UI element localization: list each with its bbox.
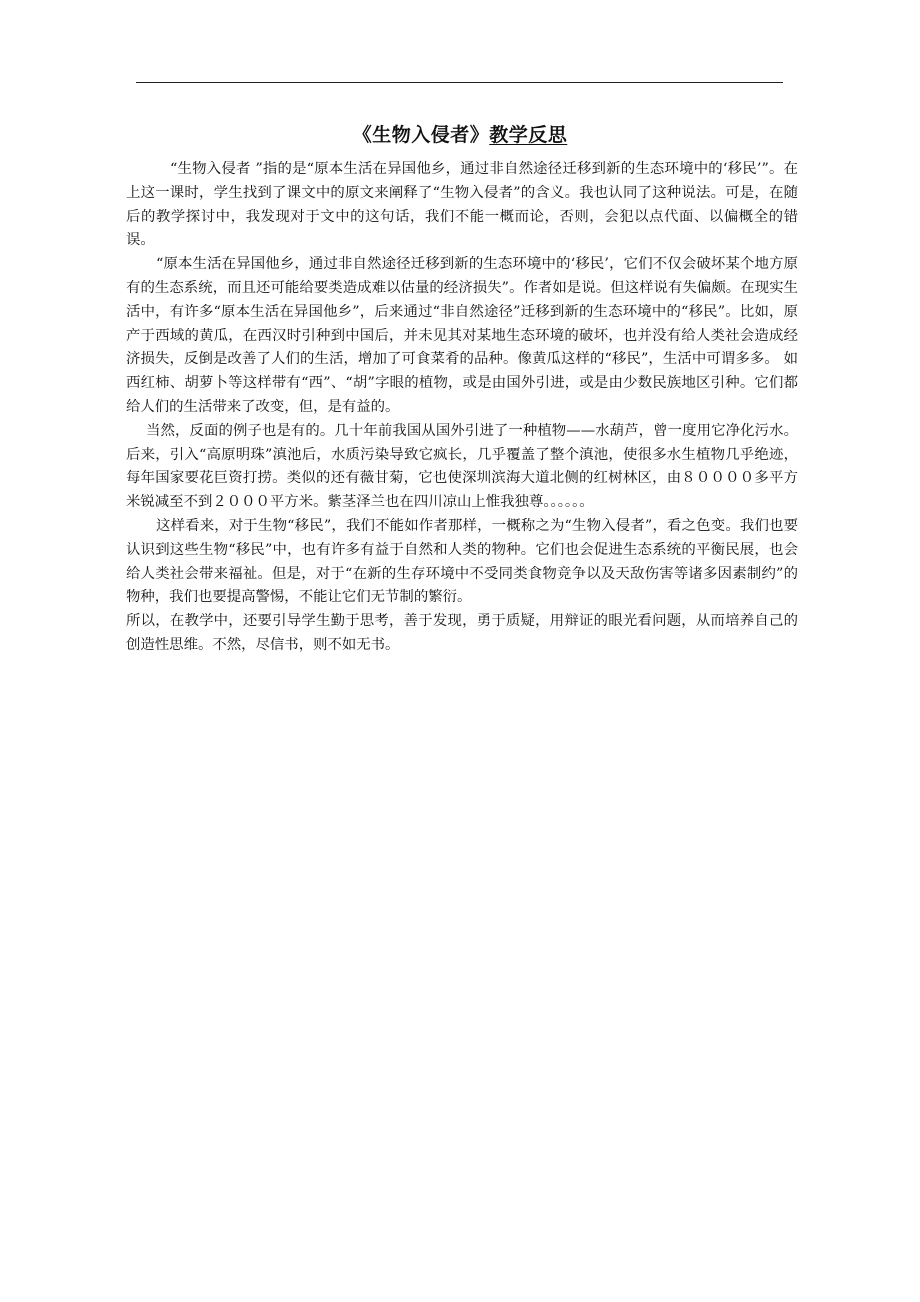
document-title — [0, 121, 920, 149]
title-book-name: 《生物入侵者》 — [352, 124, 490, 146]
document-body — [126, 158, 798, 658]
paragraph-5: 所以，在教学中，还要引导学生勤于思考，善于发现，勇于质疑，用辩证的眼光看问题，从而培养自己的创造性思维。不然，尽信书，则不如无书。 — [126, 613, 798, 653]
paragraph-1: “生物入侵者 ”指的是“原本生活在异国他乡，通过非自然途径迁移到新的生态环境中的‘移民’”。在上这一课时，学生找到了课文中的原文来阐释了“生物入侵者”的含义。我也认同了这种说法。可是，在随后的教学探讨中，我发现对于文中的这句话，我们不能一概而论，否则，会犯以点代面、以偏概全的错误。 — [126, 161, 798, 249]
paragraph-3: 当然，反面的例子也是有的。几十年前我国从国外引进了一种植物——水葫芦，曾一度用它净化污水。后来，引入“高原明珠”滇池后，水质污染导致它疯长，几乎覆盖了整个滇池，使很多水生植物几乎绝迹，每年国家要花巨资打捞。类似的还有薇甘菊，它也使深圳滨海大道北侧的红树林区，由８００００多平方米锐减至不到２０００平方米。紫茎泽兰也在四川凉山上惟我独尊。。。。。。 — [126, 422, 798, 511]
title-underlined-text: 教学反思 — [489, 124, 568, 146]
paragraph-2: “原本生活在异国他乡，通过非自然途径迁移到新的生态环境中的‘移民’，它们不仅会破坏某个地方原有的生态系统，而且还可能给要类造成难以估量的经济损失”。作者如是说。但这样说有失偏颇。在现实生活中，有许多“原本生活在异国他乡”，后来通过“非自然途径”迁移到新的生态环境中的“移民”。比如，原产于西域的黄瓜，在西汉时引种到中国后，并未见其对某地生态环境的破坏，也并没有给人类社会造成经济损失，反倒是改善了人们的生活，增加了可食菜肴的品种。像黄瓜这样的“移民”，生活中可谓多多。 如西红柿、胡萝卜等这样带有“西”、“胡”字眼的植物，或是由国外引进，或是由少数民族地区引种。它们都给人们的生活带来了改变，但，是有益的。 — [126, 256, 798, 415]
header-rule — [136, 82, 783, 83]
paragraph-4: 这样看来，对于生物“移民”，我们不能如作者那样，一概称之为“生物入侵者”，看之色变。我们也要认识到这些生物“移民”中，也有许多有益于自然和人类的物种。它们也会促进生态系统的平衡民展，也会给人类社会带来福祉。但是，对于“在新的生存环境中不受同类食物竞争以及天敌伤害等诸多因素制约”的物种，我们也要提高警惕，不能让它们无节制的繁衍。 — [126, 517, 798, 606]
